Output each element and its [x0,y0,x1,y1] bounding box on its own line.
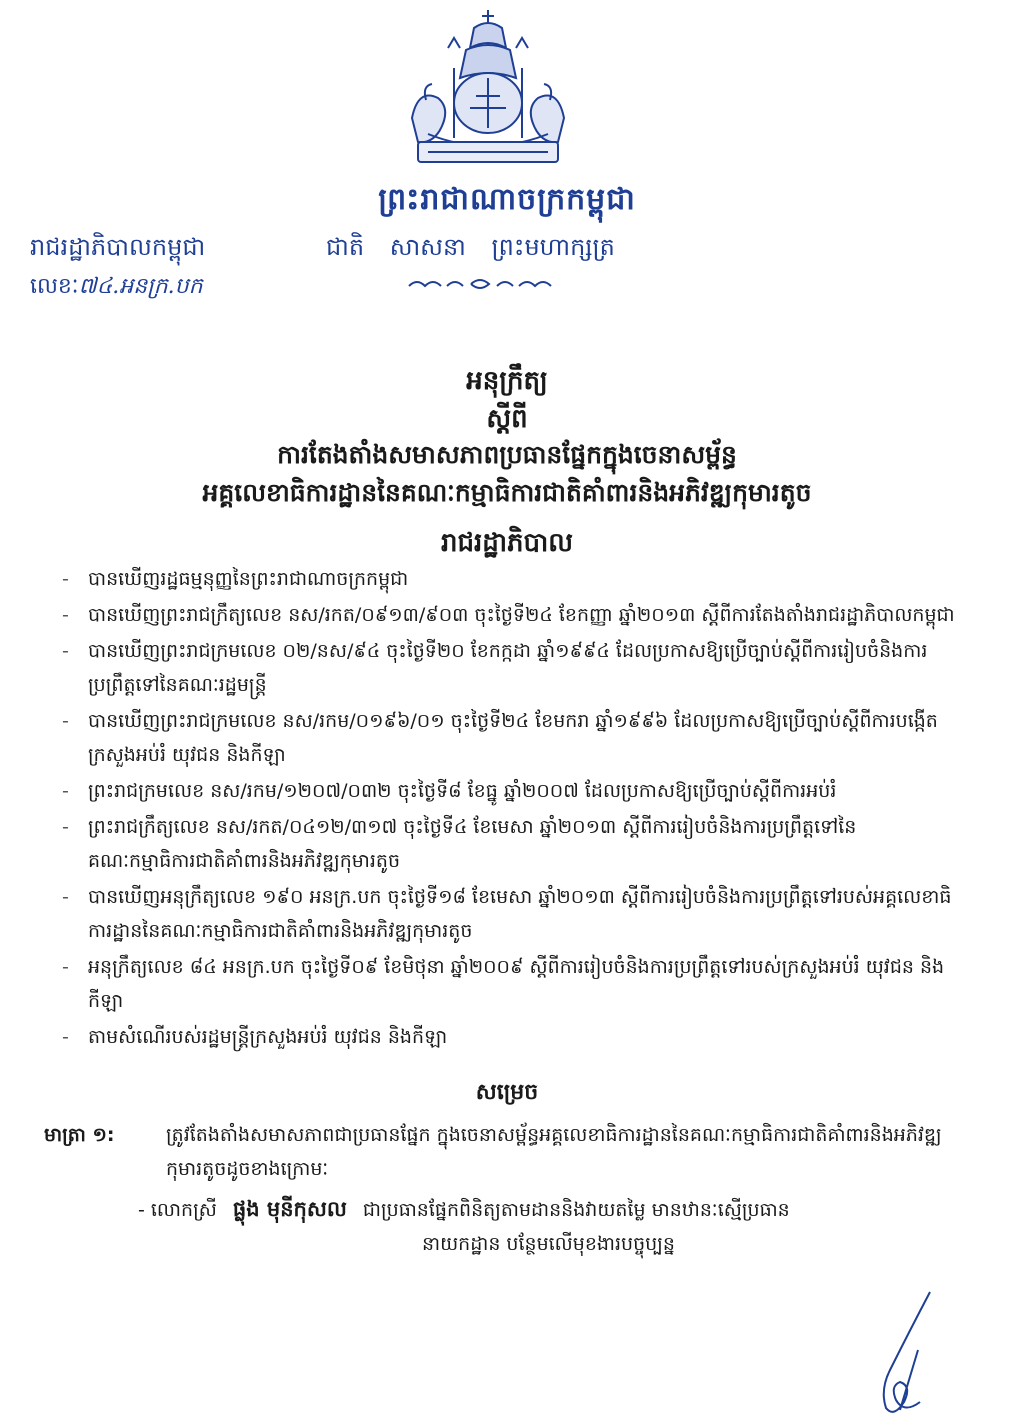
appointee-name: ផ្លុង មុនីកុសល [232,1197,347,1221]
preamble-item: - បានឃើញព្រះរាជក្រមលេខ នស/រកម/០១៩៦/០១ ចុះថ្ងៃទី២៤ ខែមករា ឆ្នាំ១៩៩៦ ដែលប្រកាសឱ្យប្រើច្បាប់ស្តីពីការបង្កើតក្រសួងអប់រំ យុវជន និងកីឡា [62,704,962,772]
government-name: រាជរដ្ឋាភិបាលកម្ពុជា [30,233,206,261]
reference-number [30,272,203,304]
document-type: អនុក្រឹត្យ [466,366,548,396]
issuer-heading: រាជរដ្ឋាភិបាល [440,528,574,558]
reference-value: ៧៤.អនក្រ.បក [78,274,203,299]
article-label: មាត្រា ១: [44,1124,115,1146]
preamble-item: - បានឃើញអនុក្រឹត្យលេខ ១៩០ អនក្រ.បក ចុះថ្ងៃទី១៨ ខែមេសា ឆ្នាំ២០១៣ ស្តីពីការរៀបចំនិងការប្រព្រឹត្តទៅរបស់អគ្គលេខាធិការដ្ឋាននៃគណៈកម្មាធិការជាតិគាំពារនិងអភិវឌ្ឍកុមារតូច [62,880,962,948]
appointee-entry [138,1192,958,1261]
preamble-list [62,562,962,1056]
signature-icon [860,1290,950,1420]
ornament-divider-icon [405,276,555,292]
appointee-prefix: - លោកស្រី [138,1199,217,1221]
preamble-item: - បានឃើញរដ្ឋធម្មនុញ្ញនៃព្រះរាជាណាចក្រកម្ពុជា [62,562,962,596]
decision-heading: សម្រេច [475,1080,539,1105]
title-line-2: អគ្គលេខាធិការដ្ឋាននៃគណៈកម្មាធិការជាតិគាំពារនិងអភិវឌ្ឍកុមារតូច [202,478,812,507]
title-about: ស្តីពី [486,404,528,434]
kingdom-title: ព្រះរាជាណាចក្រកម្ពុជា [378,182,636,217]
preamble-item: - បានឃើញព្រះរាជក្រឹត្យលេខ នស/រកត/០៩១៣/៩០៣ ចុះថ្ងៃទី២៤ ខែកញ្ញា ឆ្នាំ២០១៣ ស្តីពីការតែងតាំងរាជរដ្ឋាភិបាលកម្ពុជា [62,598,962,632]
preamble-item: - ព្រះរាជក្រឹត្យលេខ នស/រកត/០៤១២/៣១៧ ចុះថ្ងៃទី៤ ខែមេសា ឆ្នាំ២០១៣ ស្តីពីការរៀបចំនិងការប្រព្រឹត្តទៅនៃគណៈកម្មាធិការជាតិគាំពារនិងអភិវឌ្ឍកុមារតូច [62,810,962,878]
preamble-item: - តាមសំណើរបស់រដ្ឋមន្ត្រីក្រសួងអប់រំ យុវជន និងកីឡា [62,1020,962,1054]
reference-label: លេខៈ [30,274,79,299]
appointee-role: ជាប្រធានផ្នែកពិនិត្យតាមដាននិងវាយតម្លៃ មានឋានៈស្មើប្រធាន [362,1199,790,1221]
preamble-item: - ព្រះរាជក្រមលេខ នស/រកម/១២០៧/០៣២ ចុះថ្ងៃទី៨ ខែធ្នូ ឆ្នាំ២០០៧ ដែលប្រកាសឱ្យប្រើច្បាប់ស្តីពីការអប់រំ [62,774,962,808]
royal-emblem-icon [398,8,578,168]
article-text: ត្រូវតែងតាំងសមាសភាពជាប្រធានផ្នែក ក្នុងចេនាសម្ព័ន្ធអគ្គលេខាធិការដ្ឋាននៃគណៈកម្មាធិការជាតិគាំពារនិងអភិវឌ្ឍកុមារតូចដូចខាងក្រោមៈ [166,1124,942,1180]
title-line-1: ការតែងតាំងសមាសភាពប្រធានផ្នែកក្នុងចេនាសម្ព័ន្ធ [277,440,737,469]
national-motto: ជាតិ សាសនា ព្រះមហាក្សត្រ [326,233,615,261]
appointee-role-continued: នាយកដ្ឋាន បន្ថែមលើមុខងារបច្ចុប្បន្ន [422,1233,675,1255]
preamble-item: - បានឃើញព្រះរាជក្រមលេខ ០២/នស/៩៤ ចុះថ្ងៃទី២០ ខែកក្កដា ឆ្នាំ១៩៩៤ ដែលប្រកាសឱ្យប្រើច្បាប់ស្តីពីការរៀបចំនិងការប្រព្រឹត្តទៅនៃគណៈរដ្ឋមន្ត្រី [62,634,962,702]
preamble-item: - អនុក្រឹត្យលេខ ៨៤ អនក្រ.បក ចុះថ្ងៃទី០៩ ខែមិថុនា ឆ្នាំ២០០៩ ស្តីពីការរៀបចំនិងការប្រព្រឹត្តទៅរបស់ក្រសួងអប់រំ យុវជន និងកីឡា [62,950,962,1018]
article-1 [44,1118,964,1186]
